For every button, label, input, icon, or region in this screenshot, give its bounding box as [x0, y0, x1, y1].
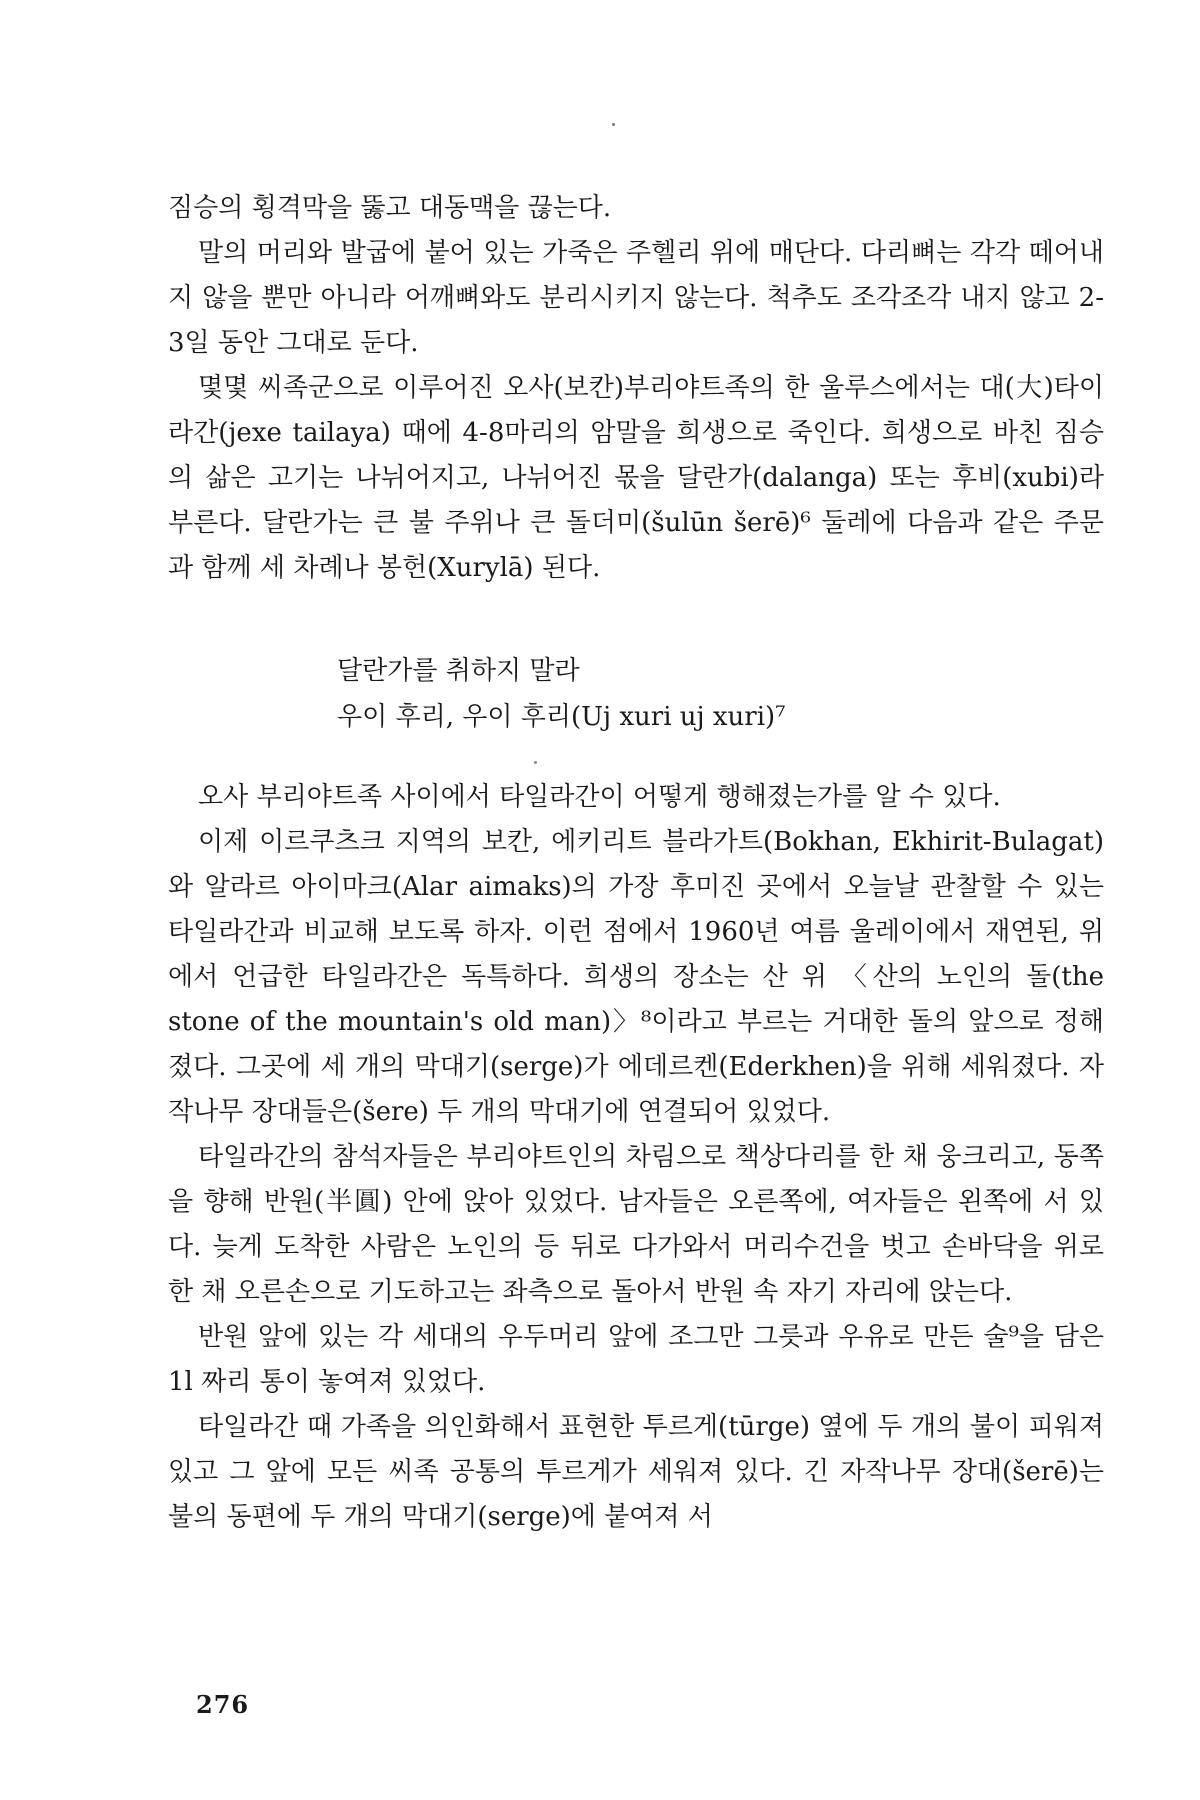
- page-number: 276: [196, 1690, 250, 1719]
- print-speck: [534, 761, 537, 764]
- print-speck: [612, 123, 615, 126]
- verse-block: [337, 648, 1037, 740]
- body-text-top: [168, 186, 1104, 591]
- paragraph: 반원 앞에 있는 각 세대의 우두머리 앞에 조그만 그릇과 우유로 만든 술⁹을 담은 1l 짜리 통이 놓여져 있었다.: [168, 1322, 1104, 1397]
- body-text-bottom: [168, 775, 1104, 1540]
- paragraph: 타일라간 때 가족을 의인화해서 표현한 투르게(tūrge) 옆에 두 개의 불이 피워져 있고 그 앞에 모든 씨족 공통의 투르게가 세워져 있다. 긴 자작나무 장대(šerē)는 불의 동편에 두 개의 막대기(serge)에 붙여져 서: [168, 1412, 1104, 1532]
- paragraph: 이제 이르쿠츠크 지역의 보칸, 에키리트 블라가트(Bokhan, Ekhirit-Bulagat)와 알라르 아이마크(Alar aimaks)의 가장 후미진 곳에서 오늘날 관찰할 수 있는 타일라간과 비교해 보도록 하자. 이런 점에서 1960년 여름 울레이에서 재연된, 위에서 언급한 타일라간은 독특하다. 희생의 장소는 산 위 〈산의 노인의 돌(the stone of the mountain's old man)〉⁸이라고 부르는 거대한 돌의 앞으로 정해졌다. 그곳에 세 개의 막대기(serge)가 에데르켄(Ederkhen)을 위해 세워졌다. 자작나무 장대들은(šere) 두 개의 막대기에 연결되어 있었다.: [168, 827, 1104, 1127]
- paragraph: 오사 부리야트족 사이에서 타일라간이 어떻게 행해졌는가를 알 수 있다.: [198, 782, 1001, 812]
- verse-line: 우이 후리, 우이 후리(Uj xuri uj xuri)⁷: [337, 702, 786, 732]
- paragraph: 짐승의 횡격막을 뚫고 대동맥을 끊는다.: [168, 193, 612, 223]
- paragraph: 말의 머리와 발굽에 붙어 있는 가죽은 주헬리 위에 매단다. 다리뼈는 각각 떼어내지 않을 뿐만 아니라 어깨뼈와도 분리시키지 않는다. 척추도 조각조각 내지 않고 2-3일 동안 그대로 둔다.: [168, 238, 1104, 358]
- paragraph: 타일라간의 참석자들은 부리야트인의 차림으로 책상다리를 한 채 웅크리고, 동쪽을 향해 반원(半圓) 안에 앉아 있었다. 남자들은 오른쪽에, 여자들은 왼쪽에 서 있다. 늦게 도착한 사람은 노인의 등 뒤로 다가와서 머리수건을 벗고 손바닥을 위로 한 채 오른손으로 기도하고는 좌측으로 돌아서 반원 속 자기 자리에 앉는다.: [168, 1142, 1104, 1307]
- paragraph: 몇몇 씨족군으로 이루어진 오사(보칸)부리야트족의 한 울루스에서는 대(大)타이라간(jexe tailaya) 때에 4-8마리의 암말을 희생으로 죽인다. 희생으로 바친 짐승의 삶은 고기는 나뉘어지고, 나뉘어진 몫을 달란가(dalanga) 또는 후비(xubi)라 부른다. 달란가는 큰 불 주위나 큰 돌더미(šulūn šerē)⁶ 둘레에 다음과 같은 주문과 함께 세 차례나 봉헌(Xurylā) 된다.: [168, 373, 1104, 583]
- verse-line: 달란가를 취하지 말라: [337, 656, 580, 686]
